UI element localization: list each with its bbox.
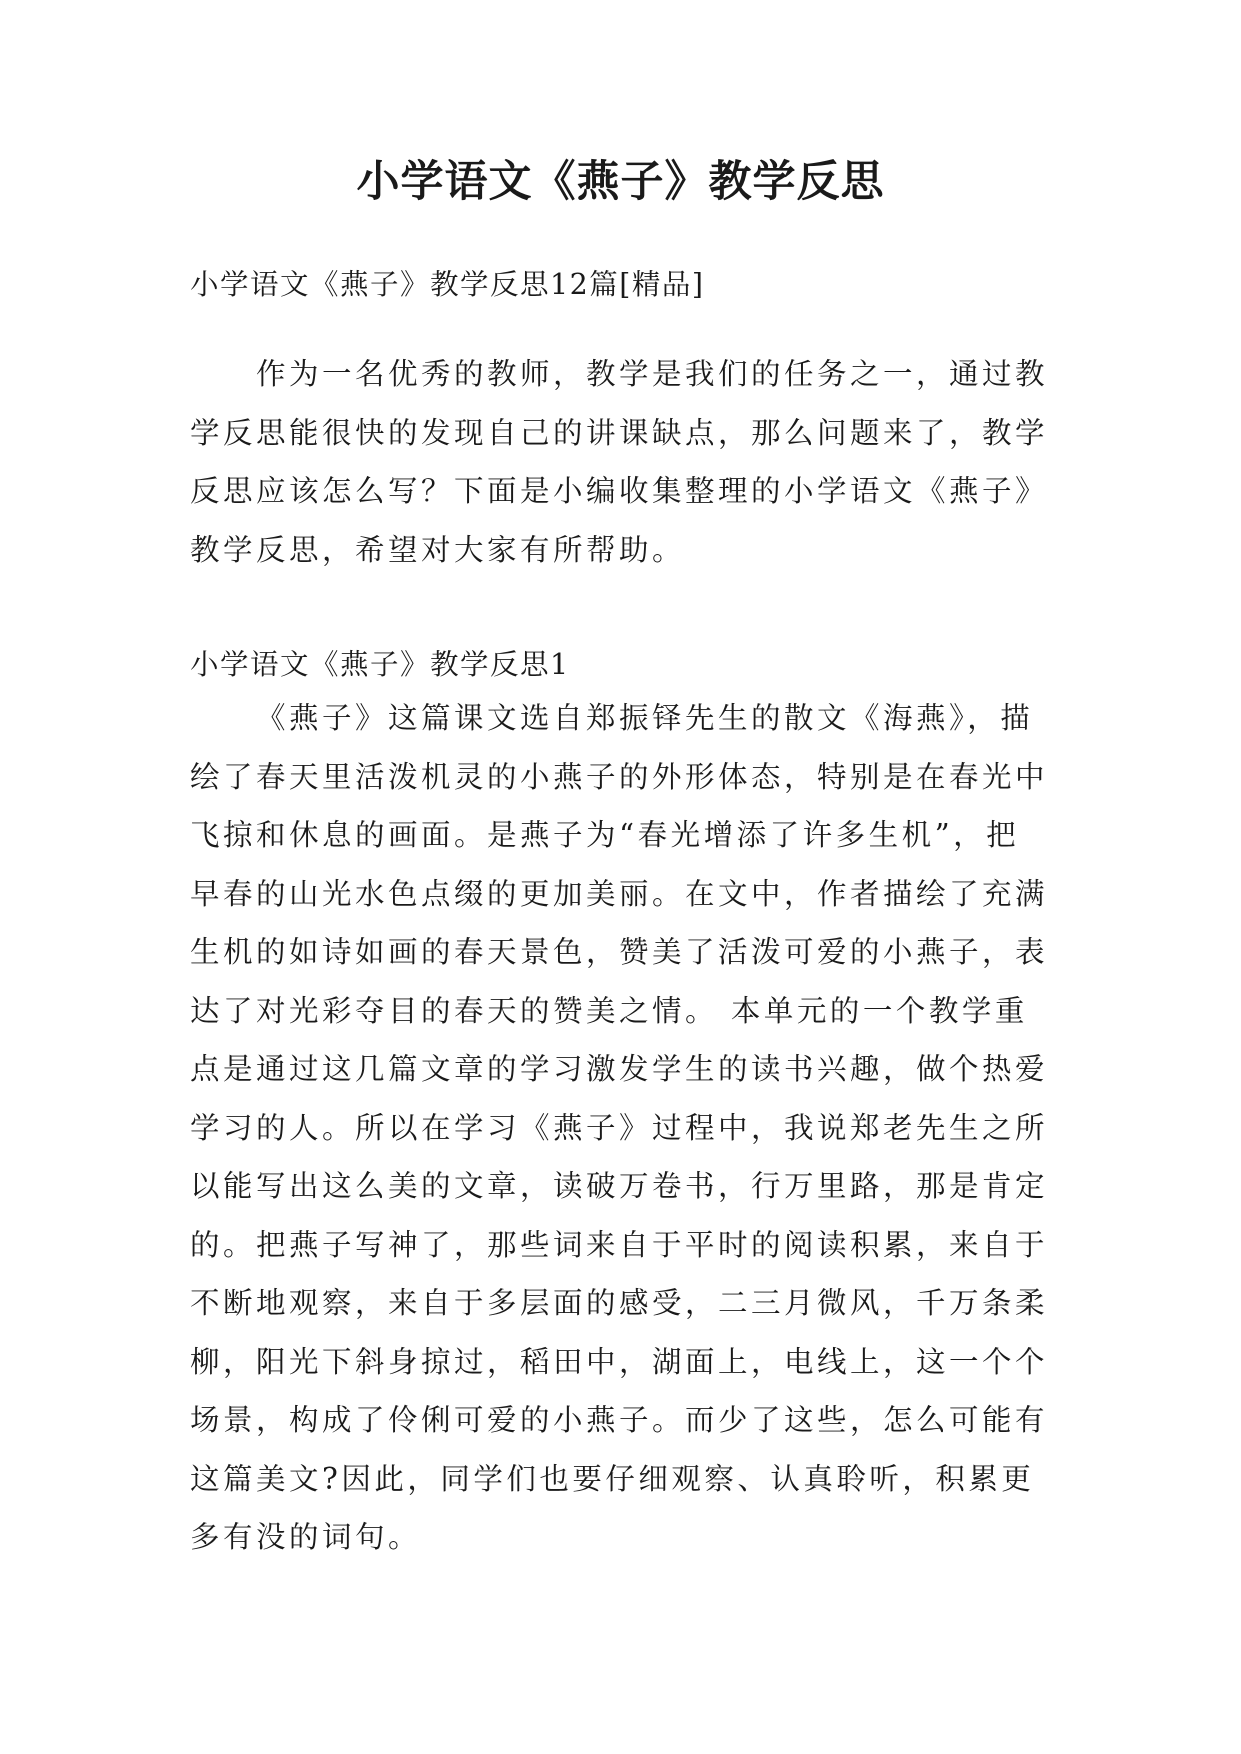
paragraph-line: 以能写出这么美的文章，读破万卷书，行万里路，那是肯定 (190, 1169, 1049, 1203)
paragraph-line: 多有没的词句。 (190, 1520, 422, 1554)
paragraph-line: 学反思能很快的发现自己的讲课缺点，那么问题来了，教学 (190, 415, 1049, 450)
document-title: 小学语文《燕子》教学反思 (356, 157, 885, 207)
paragraph-line: 不断地观察，来自于多层面的感受，二三月微风，千万条柔 (190, 1286, 1049, 1320)
section-heading: 小学语文《燕子》教学反思1 (190, 648, 570, 681)
paragraph-line: 早春的山光水色点缀的更加美丽。在文中，作者描绘了充满 (190, 876, 1049, 911)
paragraph-line: 生机的如诗如画的春天景色，赞美了活泼可爱的小燕子，表 (190, 935, 1049, 969)
paragraph-line: 绘了春天里活泼机灵的小燕子的外形体态，特别是在春光中 (190, 759, 1049, 794)
paragraph-line: 柳，阳光下斜身掠过，稻田中，湖面上，电线上，这一个个 (190, 1344, 1049, 1379)
intro-paragraph (190, 345, 1070, 579)
paragraph-line: 这篇美文?因此，同学们也要仔细观察、认真聆听，积累更 (190, 1461, 1035, 1496)
paragraph-line: 学习的人。所以在学习《燕子》过程中，我说郑老先生之所 (190, 1110, 1049, 1145)
paragraph-line: 点是通过这几篇文章的学习激发学生的读书兴趣，做个热爱 (190, 1052, 1049, 1086)
paragraph-line: 作为一名优秀的教师，教学是我们的任务之一，通过教 (256, 357, 1049, 391)
paragraph-line: 的。把燕子写神了，那些词来自于平时的阅读积累，来自于 (190, 1227, 1049, 1262)
section-paragraph (190, 689, 1070, 1567)
document-subtitle: 小学语文《燕子》教学反思12篇[精品] (190, 268, 705, 301)
paragraph-line: 达了对光彩夺目的春天的赞美之情。 本单元的一个教学重 (190, 993, 1028, 1028)
paragraph-line: 教学反思，希望对大家有所帮助。 (190, 532, 686, 567)
paragraph-line: 《燕子》这篇课文选自郑振铎先生的散文《海燕》，描 (256, 701, 1034, 735)
paragraph-line: 飞掠和休息的画面。是燕子为“春光增添了许多生机”，把 (190, 818, 1020, 852)
paragraph-line: 场景，构成了伶俐可爱的小燕子。而少了这些，怎么可能有 (190, 1403, 1049, 1437)
paragraph-line: 反思应该怎么写？下面是小编收集整理的小学语文《燕子》 (190, 474, 1049, 508)
